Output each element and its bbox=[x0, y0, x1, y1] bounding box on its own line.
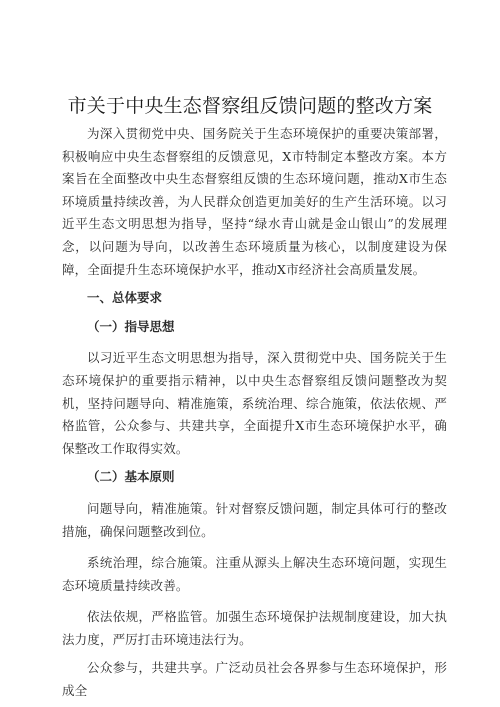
intro-paragraph: 为深入贯彻党中央、国务院关于生态环境保护的重要决策部署，积极响应中央生态督察组的反馈意见，X市特制定本整改方案。本方案旨在全面整改中央生态督察组反馈的生态环境问题，推动X市生态环境质量持续改善，为人民群众创造更加美好的生产生活环境。以习近平生态文明思想为指导，坚持“绿水青山就是金山银山”的发展理念，以问题为导向，以改善生态环境质量为核心，以制度建设为保障，全面提升生态环境保护水平，推动X市经济社会高质量发展。 bbox=[62, 126, 447, 277]
principle-paragraph-4: 公众参与，共建共享。广泛动员社会各界参与生态环境保护，形成全 bbox=[62, 660, 447, 699]
subsection-heading-basic-principles: （二）基本原则 bbox=[87, 469, 175, 485]
subsection-heading-guiding-ideology: （一）指导思想 bbox=[87, 318, 175, 334]
principle-paragraph-1: 问题导向，精准施策。针对督察反馈问题，制定具体可行的整改措施，确保问题整改到位。 bbox=[62, 500, 447, 539]
guiding-ideology-paragraph: 以习近平生态文明思想为指导，深入贯彻党中央、国务院关于生态环境保护的重要指示精神，以中央生态督察组反馈问题整改为契机，坚持问题导向、精准施策，系统治理、综合施策，依法依规、严格监管，公众参与、共建共享，全面提升X市生态环境保护水平，确保整改工作取得实效。 bbox=[62, 350, 447, 456]
section-heading-general-requirements: 一、总体要求 bbox=[87, 290, 163, 306]
principle-paragraph-3: 依法依规，严格监管。加强生态环境保护法规制度建设，加大执法力度，严厉打击环境违法行为。 bbox=[62, 609, 447, 647]
document-title: 市关于中央生态督察组反馈问题的整改方案 bbox=[67, 95, 433, 117]
document-body bbox=[62, 123, 447, 703]
principle-paragraph-2: 系统治理，综合施策。注重从源头上解决生态环境问题，实现生态环境质量持续改善。 bbox=[62, 555, 447, 593]
